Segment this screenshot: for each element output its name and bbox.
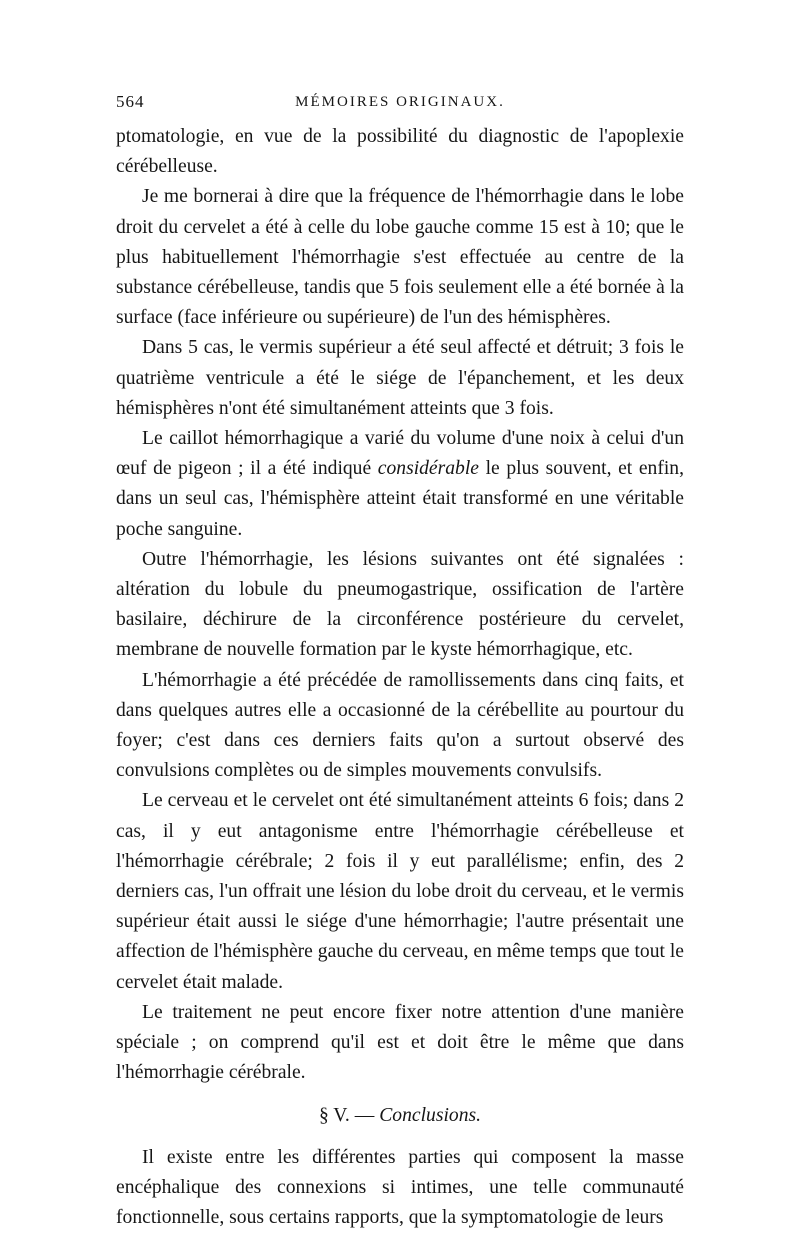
document-page bbox=[116, 92, 684, 1233]
section-title: Conclusions. bbox=[379, 1105, 481, 1126]
body-text bbox=[116, 122, 684, 1233]
clot-emphasis: considérable bbox=[378, 458, 479, 479]
running-title: MÉMOIRES ORIGINAUX. bbox=[116, 94, 684, 111]
paragraph-conclusions: Il existe entre les différentes parties qui composent la masse encéphalique des connexions si intimes, une telle communauté fonctionnelle, sous certains rapports, que la symptomatologie de leurs bbox=[116, 1143, 684, 1233]
clot-text-before: Le caillot hémorrhagique a varié du volume d'une noix à celui d'un œuf de pigeon ; il a été indiqué bbox=[116, 428, 684, 479]
clot-text-after: le plus souvent, et enfin, dans un seul cas, l'hémisphère atteint était transformé en une véritable poche sanguine. bbox=[116, 458, 684, 539]
page-header bbox=[116, 92, 684, 122]
paragraph-lesions: Outre l'hémorrhagie, les lésions suivantes ont été signalées : altération du lobule du pneumogastrique, ossification de l'artère basilaire, déchirure de la circonférence postérieure du cervelet, membrane de nouvelle formation par le kyste hémorrhagique, etc. bbox=[116, 545, 684, 666]
section-number: § V. — bbox=[319, 1105, 374, 1126]
paragraph-treatment: Le traitement ne peut encore fixer notre attention d'une manière spéciale ; on comprend qu'il est et doit être le même que dans l'hémorrhagie cérébrale. bbox=[116, 998, 684, 1089]
paragraph-clot-volume bbox=[116, 424, 684, 545]
paragraph-softening: L'hémorrhagie a été précédée de ramollissements dans cinq faits, et dans quelques autres elle a occasionné de la cérébellite au pourtour du foyer; c'est dans ces derniers faits qu'on a surtout observé des convulsions complètes ou de simples mouvements convulsifs. bbox=[116, 666, 684, 787]
paragraph-cerebrum-cerebellum: Le cerveau et le cervelet ont été simultanément atteints 6 fois; dans 2 cas, il y eut antagonisme entre l'hémorrhagie cérébelleuse et l'hémorrhagie cérébrale; 2 fois il y eut parallélisme; enfin, des 2 derniers cas, l'un offrait une lésion du lobe droit du cerveau, et le vermis supérieur était aussi le siége d'une hémorrhagie; l'autre présentait une affection de l'hémisphère gauche du cerveau, en même temps que tout le cervelet était malade. bbox=[116, 786, 684, 997]
section-heading bbox=[116, 1101, 684, 1131]
paragraph-hemorrhage-frequency: Je me bornerai à dire que la fréquence de l'hémorrhagie dans le lobe droit du cervelet a été à celle du lobe gauche comme 15 est à 10; que le plus habituellement l'hémorrhagie s'est effectuée au centre de la substance cérébelleuse, tandis que 5 fois seulement elle a été bornée à la surface (face inférieure ou supérieure) de l'un des hémisphères. bbox=[116, 182, 684, 333]
paragraph-continuation: ptomatologie, en vue de la possibilité du diagnostic de l'apoplexie cérébelleuse. bbox=[116, 122, 684, 182]
page-number: 564 bbox=[116, 92, 145, 112]
paragraph-vermis: Dans 5 cas, le vermis supérieur a été seul affecté et détruit; 3 fois le quatrième ventricule a été le siége de l'épanchement, et les deux hémisphères n'ont été simultanément atteints que 3 fois. bbox=[116, 333, 684, 424]
